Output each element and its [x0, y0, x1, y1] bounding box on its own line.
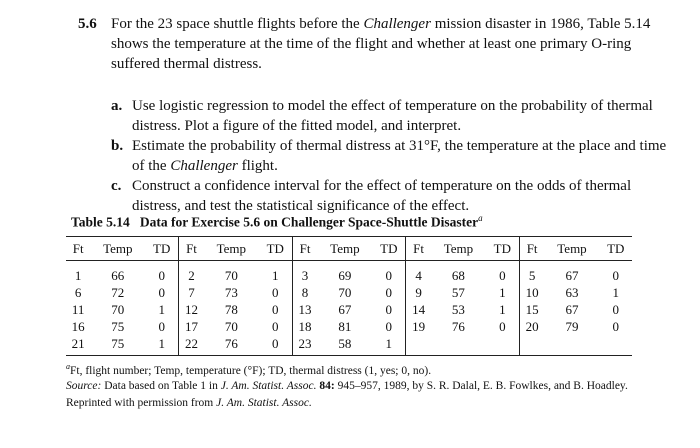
table-cell-ft: 9	[406, 284, 431, 301]
table-cell-ft: 15	[519, 301, 544, 318]
column-header-temp: Temp	[103, 240, 133, 256]
table-cell-ft: 7	[179, 284, 204, 301]
column-header-temp: Temp	[443, 240, 474, 256]
table-cell-td: 1	[272, 267, 279, 283]
table-cell-ft: 4	[406, 261, 431, 285]
column-header-temp: Temp	[557, 240, 587, 256]
source-journal: J. Am. Statist. Assoc.	[220, 380, 317, 392]
part-a-label: a.	[111, 98, 123, 114]
table-cell-ft: 19	[406, 318, 431, 335]
source-text-2: 945–957, 1989, by S. R. Dalal, E. B. Fowlkes, and B. Hoadley. Reprinted with permission from	[66, 380, 628, 409]
table-cell-td: 0	[612, 301, 619, 317]
table-cell-temp	[544, 335, 599, 356]
table-cell-ft: 1	[74, 267, 82, 283]
table-cell-td	[486, 335, 519, 356]
table-cell-ft: 6	[74, 284, 82, 300]
footnote-marker: a	[66, 362, 70, 371]
table-cell-temp: 81	[338, 318, 352, 334]
table-cell-temp: 63	[565, 284, 579, 300]
table-cell-td: 1	[499, 301, 506, 317]
table-cell-td: 0	[158, 267, 165, 283]
table-cell-temp: 57	[451, 284, 465, 300]
table-cell-td: 0	[158, 284, 165, 300]
exercise-stem	[111, 14, 671, 74]
table-cell-temp: 76	[224, 335, 238, 351]
table-cell-td: 0	[499, 267, 506, 283]
table-cell-td: 1	[612, 284, 619, 300]
table-cell-temp: 76	[451, 318, 465, 334]
table-cell-temp: 68	[451, 267, 465, 283]
table-source	[66, 378, 646, 412]
footnote-text: Ft, flight number; Temp, temperature (°F); TD, thermal distress (1, yes; 0, no).	[70, 364, 432, 377]
table-row	[66, 284, 632, 301]
table-cell-temp: 70	[338, 284, 352, 300]
table-cell-temp: 72	[111, 284, 125, 300]
table-cell-ft: 23	[292, 335, 317, 356]
table-cell-td: 0	[272, 284, 279, 300]
table-cell-temp: 53	[451, 301, 465, 317]
table-body	[66, 261, 632, 356]
table-cell-temp: 70	[224, 267, 238, 283]
table-cell-ft	[406, 335, 431, 356]
table-cell-temp: 78	[224, 301, 238, 317]
source-text-1: Data based on Table 1 in	[101, 380, 221, 392]
table-row	[66, 261, 632, 285]
source-volume: 84:	[316, 380, 335, 392]
table-cell-ft: 3	[292, 261, 317, 285]
part-b-text	[132, 136, 667, 176]
table-cell-temp: 67	[565, 301, 579, 317]
table-cell-temp: 75	[111, 335, 125, 351]
table-cell-ft: 10	[519, 284, 544, 301]
column-header-temp: Temp	[216, 240, 247, 256]
table-cell-td	[599, 335, 632, 356]
table-cell-td: 0	[385, 301, 393, 317]
part-c-label: c.	[111, 178, 122, 194]
table-cell-temp: 73	[224, 284, 238, 300]
table-cell-temp: 70	[111, 301, 125, 317]
source-label: Source:	[66, 380, 102, 392]
table-title	[71, 213, 483, 231]
table-header-row	[66, 237, 632, 261]
table-cell-td: 0	[499, 318, 506, 334]
table-cell-td: 0	[158, 318, 165, 334]
part-b-label: b.	[111, 138, 124, 154]
stem-text-1: For the 23 space shuttle flights before the	[111, 16, 364, 32]
table-cell-ft: 20	[519, 318, 544, 335]
table-cell-ft: 16	[71, 318, 85, 334]
table-cell-temp: 67	[565, 267, 579, 283]
table-row	[66, 301, 632, 318]
table-row	[66, 318, 632, 335]
column-header-temp: Temp	[330, 240, 360, 256]
table-cell-ft: 13	[292, 301, 317, 318]
table-cell-td: 0	[612, 318, 619, 334]
table-cell-ft: 21	[71, 335, 85, 351]
table-row	[66, 335, 632, 356]
table-title-text: Table 5.14 Data for Exercise 5.6 on Challenger Space-Shuttle Disaster	[71, 214, 479, 230]
table-cell-td: 0	[385, 284, 393, 300]
column-header-ft: Ft	[292, 237, 317, 261]
table-cell-temp: 67	[338, 301, 352, 317]
column-header-td: TD	[493, 240, 512, 256]
shuttle-data-table	[66, 236, 632, 356]
table-cell-td: 1	[499, 284, 506, 300]
table-cell-td: 1	[158, 335, 165, 351]
table-cell-ft: 2	[179, 261, 204, 285]
table-cell-ft: 8	[292, 284, 317, 301]
table-cell-td: 0	[385, 267, 393, 283]
table-cell-td: 1	[385, 335, 393, 351]
part-b-challenger: Challenger	[170, 158, 238, 174]
table-cell-ft	[519, 335, 544, 356]
table-cell-td: 0	[272, 335, 279, 351]
table-footnote	[66, 358, 646, 380]
table-cell-ft: 11	[71, 301, 85, 317]
column-header-td: TD	[607, 240, 625, 256]
table-cell-td: 0	[612, 267, 619, 283]
table-cell-ft: 22	[179, 335, 204, 356]
table-cell-td: 0	[385, 318, 393, 334]
table-cell-td: 0	[272, 318, 279, 334]
table-cell-ft: 18	[292, 318, 317, 335]
column-header-td: TD	[153, 240, 171, 256]
table-cell-ft: 12	[179, 301, 204, 318]
table-cell-temp: 69	[338, 267, 352, 283]
part-b-text-2: flight.	[237, 158, 278, 174]
table-cell-ft: 17	[179, 318, 204, 335]
table-cell-temp: 75	[111, 318, 125, 334]
table-cell-temp: 58	[338, 335, 352, 351]
part-b-text-1: Estimate the probability of thermal distress at 31°F, the temperature at the place and time of the	[132, 138, 667, 174]
source-journal-2: J. Am. Statist. Assoc.	[216, 397, 312, 409]
table-cell-ft: 14	[406, 301, 431, 318]
column-header-ft: Ft	[519, 237, 544, 261]
column-header-td: TD	[266, 240, 284, 256]
exercise-number: 5.6	[78, 16, 97, 32]
column-header-ft: Ft	[406, 237, 431, 261]
table-cell-td: 0	[272, 301, 279, 317]
column-header-td: TD	[380, 240, 398, 256]
table-cell-temp: 79	[565, 318, 579, 334]
part-c-text: Construct a confidence interval for the effect of temperature on the odds of thermal distress, and test the statistical significance of the effect.	[132, 178, 632, 214]
column-header-ft: Ft	[72, 240, 84, 256]
table-cell-ft: 5	[519, 261, 544, 285]
stem-text-2: mission disaster in 1986, Table 5.14 shows the temperature at the time of the flight and whether at least one primary O-ring suffered thermal distress.	[111, 16, 651, 72]
stem-challenger: Challenger	[363, 16, 431, 32]
column-header-ft: Ft	[179, 237, 204, 261]
table-cell-temp: 66	[111, 267, 125, 283]
part-a-text: Use logistic regression to model the effect of temperature on the probability of thermal distress. Plot a figure of the fitted model, and interpret.	[132, 98, 653, 134]
table-cell-temp	[431, 335, 486, 356]
table-title-footnote-marker: a	[478, 213, 483, 223]
table-cell-temp: 70	[224, 318, 238, 334]
table-cell-td: 1	[158, 301, 165, 317]
